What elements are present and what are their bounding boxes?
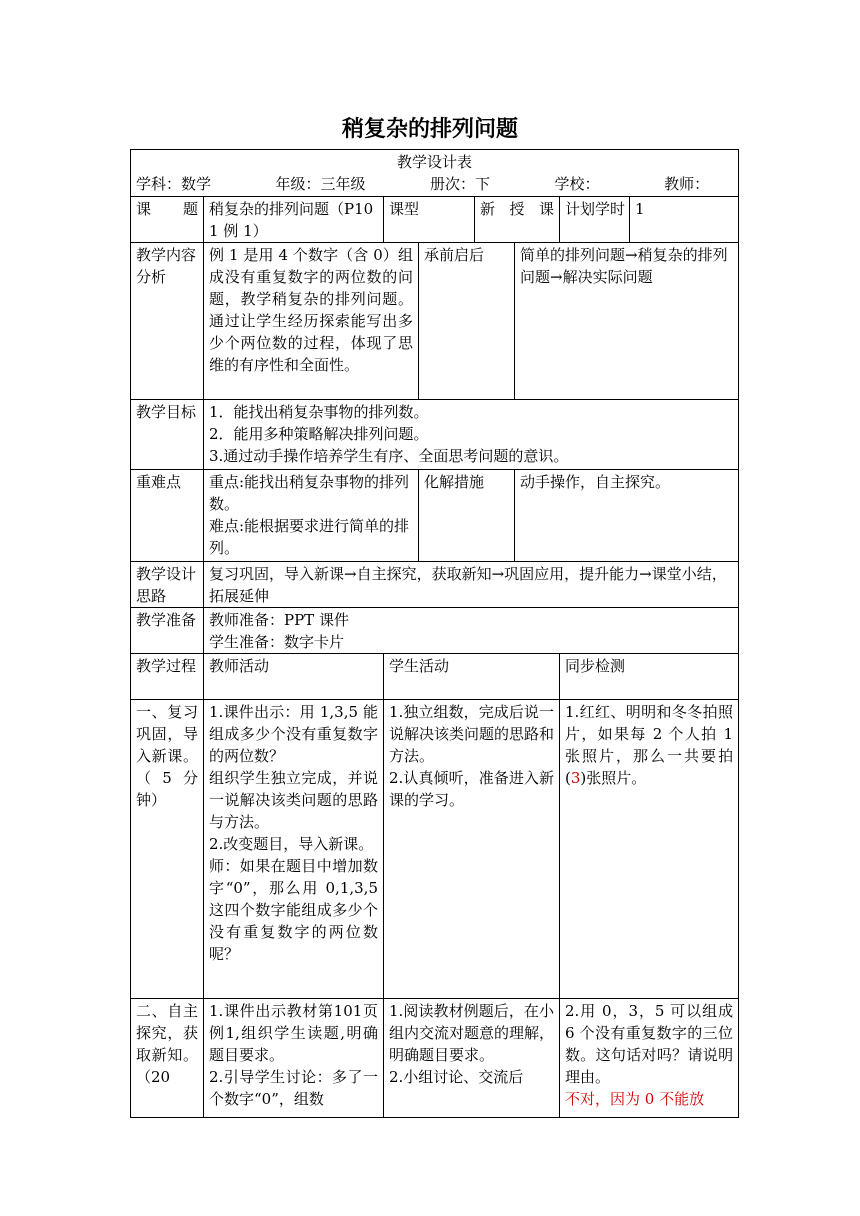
goals-row <box>131 400 739 470</box>
sync-check-header: 同步检测 <box>560 654 739 700</box>
stage1-check-answer: 3 <box>570 769 581 787</box>
hard-point: 难点:能根据要求进行简单的排列。 <box>209 517 410 557</box>
idea-label: 教学设计思路 <box>131 562 204 608</box>
preparation-row <box>131 608 739 654</box>
teacher-field: 教师： <box>664 175 710 193</box>
measure-label: 化解措施 <box>419 470 515 562</box>
table-title: 教学设计表 <box>397 153 473 171</box>
stage2-check-answer: 不对，因为 0 不能放 <box>565 1090 705 1108</box>
volume-field: 册次：下 <box>430 175 491 193</box>
content-label: 教学内容分析 <box>131 243 204 400</box>
stage1-teacher-step: 2.改变题目，导入新课。 <box>209 835 374 853</box>
stage1-teacher-step: 组织学生独立完成，并说一说解决该类问题的思路与方法。 <box>209 769 378 831</box>
topic-label: 课题 <box>131 197 204 243</box>
student-activity-header: 学生活动 <box>384 654 560 700</box>
idea-value: 复习巩固，导入新课→自主探究，获取新知→巩固应用，提升能力→课堂小结，拓展延伸 <box>204 562 739 608</box>
stage2-label: 二、自主探究，获取新知。（20 <box>131 999 204 1118</box>
measure-value: 动手操作，自主探究。 <box>515 470 739 562</box>
stage2-check <box>560 999 739 1118</box>
lesson-design-table <box>130 149 739 1118</box>
stage2-teacher <box>204 999 384 1118</box>
prep-content <box>204 608 739 654</box>
stage2-check-text: 2.用 0，3，5 可以组成 6 个没有重复数字的三位数。这句话对吗？请说明理由。 <box>565 1002 734 1086</box>
stage1-check-text-end: )张照片。 <box>580 769 647 787</box>
subject-field: 学科：数学 <box>136 175 212 193</box>
goal-item: 1．能找出稍复杂事物的排列数。 <box>209 403 429 421</box>
difficulty-content <box>204 470 419 562</box>
key-point: 重点:能找出稍复杂事物的排列数。 <box>209 473 410 513</box>
stage1-check <box>560 700 739 999</box>
link-label: 承前启后 <box>419 243 515 400</box>
design-idea-row <box>131 562 739 608</box>
stage2-student-step: 1.阅读教材例题后，在小组内交流对题意的理解，明确题目要求。 <box>389 1002 555 1064</box>
type-label: 课型 <box>384 197 475 243</box>
goal-item: 2．能用多种策略解决排列问题。 <box>209 425 429 443</box>
topic-value: 稍复杂的排列问题（P101 例 1） <box>204 197 384 243</box>
stage2-teacher-step: 2.引导学生讨论：多了一个数字“0”，组数 <box>209 1068 378 1108</box>
teacher-prep: 教师准备：PPT 课件 <box>209 611 349 629</box>
stage2-student <box>384 999 560 1118</box>
goal-item: 3.通过动手操作培养学生有序、全面思考问题的意识。 <box>209 447 569 465</box>
stage1-label: 一、复习巩固，导入新课。（5分钟） <box>131 700 204 999</box>
stage1-student-step: 1.独立组数，完成后说一说解决该类问题的思路和方法。 <box>389 703 555 765</box>
link-value: 简单的排列问题→稍复杂的排列问题→解决实际问题 <box>515 243 739 400</box>
header-row <box>131 150 739 197</box>
stage2-row <box>131 999 739 1118</box>
goals-list <box>204 400 739 470</box>
goals-label: 教学目标 <box>131 400 204 470</box>
stage1-student <box>384 700 560 999</box>
stage2-teacher-step: 1.课件出示教材第101页例1,组织学生读题,明确题目要求。 <box>209 1002 378 1064</box>
process-header-row <box>131 654 739 700</box>
process-label: 教学过程 <box>131 654 204 700</box>
student-prep: 学生准备：数字卡片 <box>209 633 345 651</box>
school-field: 学校： <box>554 175 600 193</box>
content-analysis-row <box>131 243 739 400</box>
stage1-row <box>131 700 739 999</box>
topic-row <box>131 197 739 243</box>
stage1-teacher-step: 1.课件出示：用 1,3,5 能组成多少个没有重复数字的两位数？ <box>209 703 378 765</box>
document-title: 稍复杂的排列问题 <box>341 117 518 142</box>
hours-label: 计划学时 <box>560 197 630 243</box>
stage1-teacher <box>204 700 384 999</box>
header-cell <box>131 150 739 197</box>
difficulty-row <box>131 470 739 562</box>
difficulty-label: 重难点 <box>131 470 204 562</box>
teacher-activity-header: 教师活动 <box>204 654 384 700</box>
stage1-teacher-step: 师：如果在题目中增加数字“0”，那么用 0,1,3,5这四个数字能组成多少个没有重复数字的两位数呢？ <box>209 857 378 963</box>
hours-value: 1 <box>630 197 739 243</box>
header-info <box>136 173 733 195</box>
stage1-student-step: 2.认真倾听，准备进入新课的学习。 <box>389 769 554 809</box>
stage1-check-text: 1.红红、明明和冬冬拍照片，如果每 2 个人拍 1 张照片，那么一共要拍( <box>565 703 734 787</box>
content-analysis: 例 1 是用 4 个数字（含 0）组成没有重复数字的两位数的问题，教学稍复杂的排列问题。通过让学生经历探索能写出多少个两位数的过程，体现了思维的有序性和全面性。 <box>204 243 419 400</box>
type-value: 新授课 <box>475 197 560 243</box>
stage2-student-step: 2.小组讨论、交流后 <box>389 1068 524 1086</box>
grade-field: 年级：三年级 <box>275 175 366 193</box>
prep-label: 教学准备 <box>131 608 204 654</box>
